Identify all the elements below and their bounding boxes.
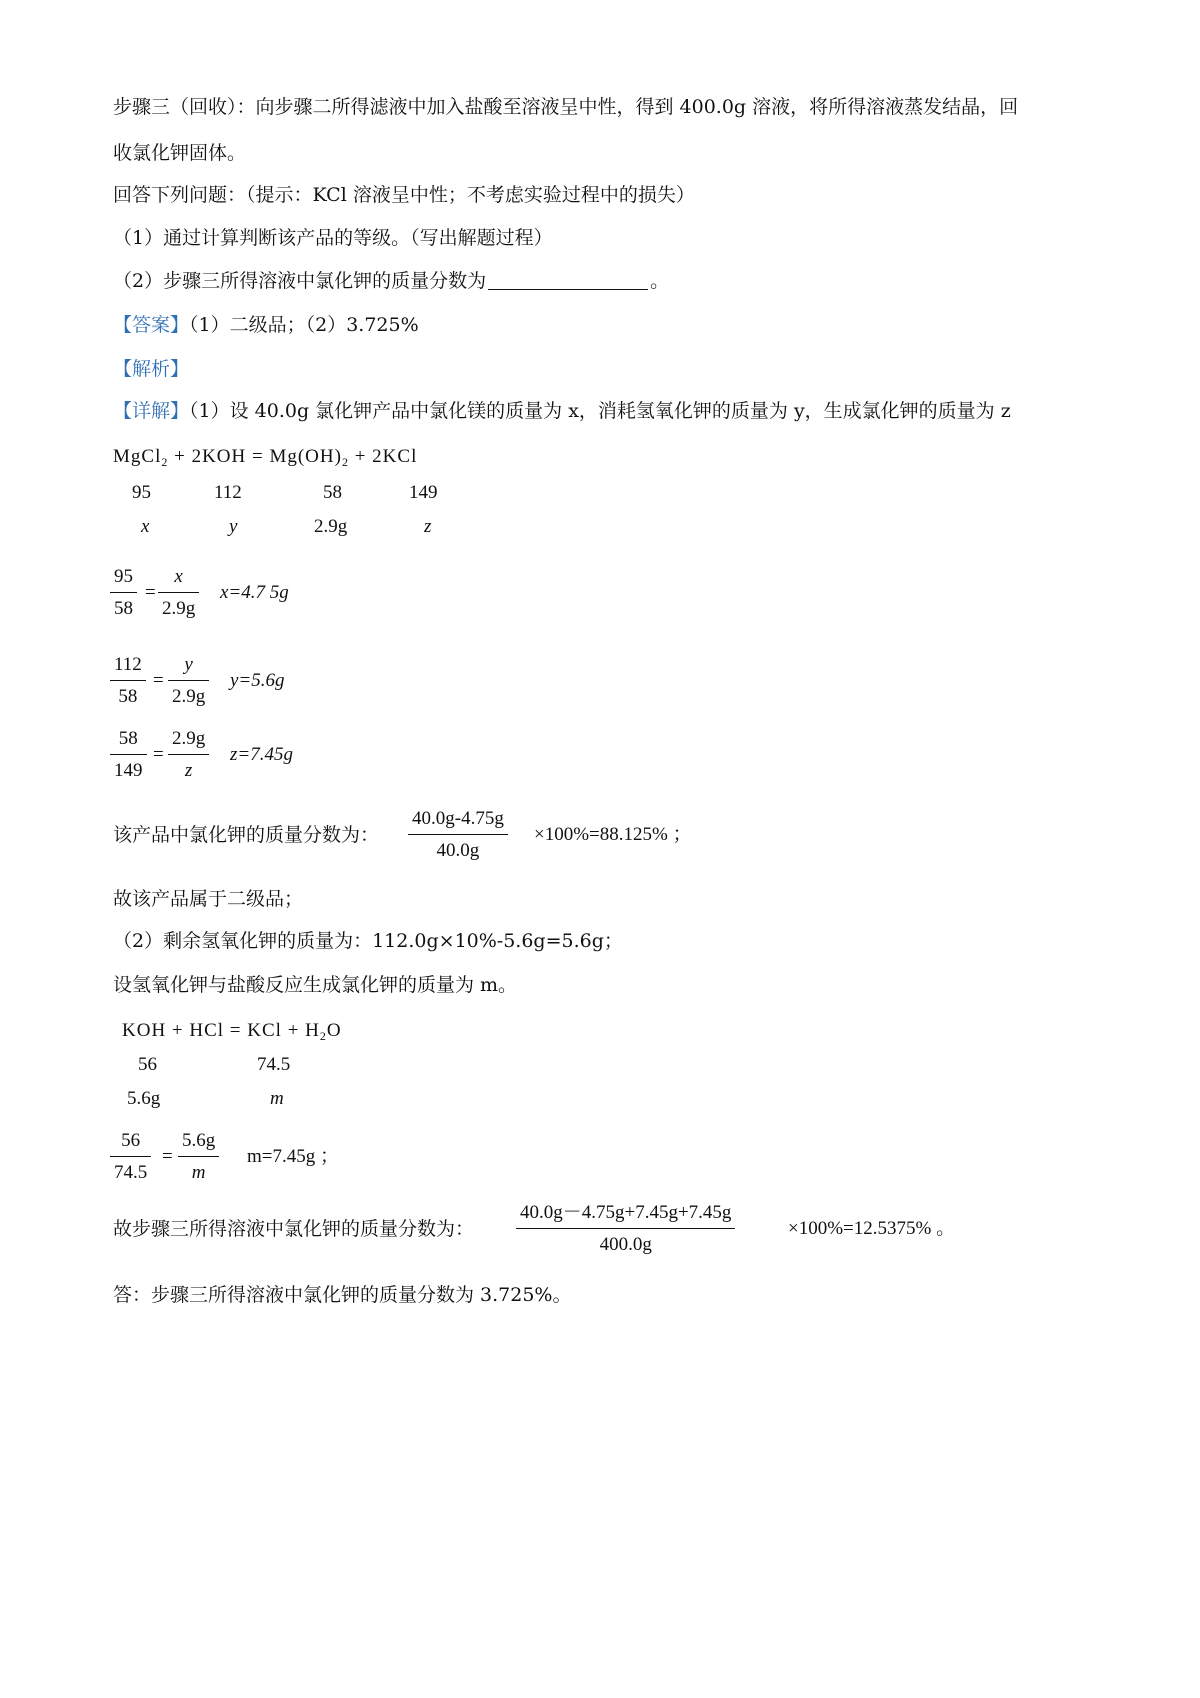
ratio-3-equals: = [153, 744, 164, 765]
final-fraction-den: 400.0g [516, 1228, 735, 1258]
reaction-1-sub-b: 2 [341, 455, 349, 469]
answer-blank [488, 271, 648, 290]
ratio-2-right [170, 652, 207, 710]
ratio-3-right [170, 726, 207, 784]
detail-line [113, 398, 1011, 424]
reaction-2-post: O [326, 1020, 342, 1041]
detail-tag: 【详解】 [113, 400, 190, 422]
ratio-4-equals: = [162, 1146, 173, 1167]
ratio-1-left-den: 58 [110, 592, 137, 622]
ratio-2-right-num: y [184, 654, 193, 675]
reaction-1-var-z: z [424, 516, 432, 537]
ratio-4-right-num: 5.6g [182, 1130, 216, 1151]
detail-text: （1）设 40.0g 氯化钾产品中氯化镁的质量为 x，消耗氢氧化钾的质量为 y，生成氯化钾的质量为 z [189, 400, 1011, 422]
ratio-2-right-den: 2.9g [168, 680, 209, 710]
ratio-3-left-den: 149 [110, 754, 147, 784]
reaction-2-mass-2: 74.5 [257, 1054, 291, 1075]
ratio-1-left-num: 95 [114, 566, 133, 587]
reaction-2-sub: 2 [319, 1029, 327, 1043]
ratio-4-result: m=7.45g ； [247, 1146, 339, 1167]
reaction-2-var-m: m [270, 1088, 284, 1109]
ratio-2-left [112, 652, 144, 710]
question-2-text: （2）步骤三所得溶液中氯化钾的质量分数为 [113, 270, 487, 292]
ratio-3-result: z=7.45g [230, 744, 293, 765]
mass-fraction-fraction [410, 806, 506, 864]
answer-tag: 【答案】 [113, 314, 190, 336]
ratio-4-left-den: 74.5 [110, 1156, 151, 1186]
ratio-1-equals: = [145, 582, 156, 603]
reaction-2-var-1: 5.6g [127, 1088, 161, 1109]
reaction-1-mid: + 2KOH = Mg(OH) [168, 446, 342, 467]
question-2 [113, 268, 669, 294]
reaction-2-equation [122, 1018, 342, 1044]
ratio-1-right-den: 2.9g [158, 592, 199, 622]
reaction-1-mass-2: 112 [214, 482, 242, 503]
reaction-1-mass-3: 58 [323, 482, 342, 503]
ratio-2-left-den: 58 [110, 680, 146, 710]
mass-fraction-tail: ×100%=88.125% ； [534, 824, 692, 845]
ratio-1-left [112, 564, 135, 622]
ratio-4-left [112, 1128, 149, 1186]
ratio-1-right-num: x [174, 566, 183, 587]
reaction-1-var-y: y [229, 516, 238, 537]
mass-fraction-label: 该产品中氯化钾的质量分数为： [113, 824, 380, 846]
analysis-tag: 【解析】 [113, 358, 190, 380]
reaction-1-sub-a: 2 [161, 455, 169, 469]
part-2-assume: 设氢氧化钾与盐酸反应生成氯化钾的质量为 m。 [113, 974, 518, 996]
reaction-1-var-29: 2.9g [314, 516, 348, 537]
final-fraction-num: 40.0g－4.75g+7.45g+7.45g [520, 1202, 732, 1223]
ratio-3-left [112, 726, 145, 784]
ratio-2-result: y=5.6g [230, 670, 285, 691]
final-fraction-fraction [518, 1200, 733, 1258]
question-1: （1）通过计算判断该产品的等级。（写出解题过程） [113, 227, 553, 249]
ratio-2-left-num: 112 [114, 654, 142, 675]
reaction-1-mass-4: 149 [409, 482, 438, 503]
ratio-4-left-num: 56 [121, 1130, 141, 1151]
conclusion-1: 故该产品属于二级品； [113, 888, 304, 910]
ratio-1-result: x=4.7 5g [220, 582, 289, 603]
mass-fraction-den: 40.0g [408, 834, 508, 864]
reaction-1-equation [113, 444, 417, 470]
ratio-4-right-den: m [178, 1156, 219, 1186]
final-fraction-label: 故步骤三所得溶液中氯化钾的质量分数为： [113, 1218, 475, 1240]
ratio-3-right-num: 2.9g [172, 728, 206, 749]
ratio-2-equals: = [153, 670, 164, 691]
step3-line-2: 收氯化钾固体。 [113, 142, 247, 164]
reaction-1-end: + 2KCl [348, 446, 418, 467]
answer-text: （1）二级品；（2）3.725% [189, 314, 419, 336]
final-answer: 答：步骤三所得溶液中氯化钾的质量分数为 3.725%。 [113, 1284, 572, 1306]
mass-fraction-num: 40.0g-4.75g [412, 808, 504, 829]
final-fraction-tail: ×100%=12.5375% 。 [788, 1218, 956, 1239]
ratio-4-right [180, 1128, 217, 1186]
reaction-1-var-x: x [141, 516, 150, 537]
ratio-3-right-den: z [168, 754, 209, 784]
reaction-1-mass-1: 95 [132, 482, 151, 503]
reaction-2-mass-1: 56 [138, 1054, 157, 1075]
part-2-line: （2）剩余氢氧化钾的质量为：112.0g×10%-5.6g=5.6g； [113, 930, 623, 952]
ratio-3-left-num: 58 [118, 728, 138, 749]
reaction-1-mgcl: MgCl [113, 446, 162, 467]
question-2-end: 。 [650, 270, 670, 292]
ratio-1-right [160, 564, 197, 622]
answer-line [113, 312, 419, 338]
step3-line-1: 步骤三（回收）：向步骤二所得滤液中加入盐酸至溶液呈中性，得到 400.0g 溶液，将所得溶液蒸发结晶，回 [113, 96, 1019, 118]
reaction-2-pre: KOH + HCl = KCl + H [122, 1020, 320, 1041]
question-prompt: 回答下列问题：（提示：KCl 溶液呈中性；不考虑实验过程中的损失） [113, 184, 695, 206]
